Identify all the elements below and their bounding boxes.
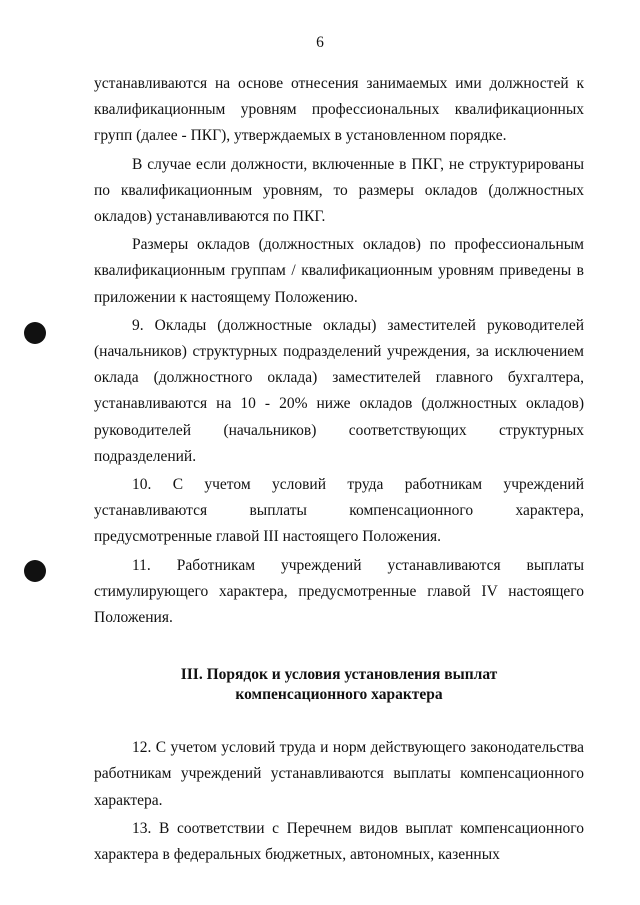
paragraph-item-10: 10. С учетом условий труда работникам учреждений устанавливаются выплаты компенсационного характера, предусмотренные главой III настоящего Положения. bbox=[94, 476, 584, 546]
document-body bbox=[94, 71, 584, 868]
punch-hole-bottom bbox=[24, 560, 46, 582]
paragraph-item-11: 11. Работникам учреждений устанавливаются выплаты стимулирующего характера, предусмотренные главой IV настоящего Положения. bbox=[94, 556, 584, 627]
paragraph-item-12: 12. С учетом условий труда и норм действующего законодательства работникам учреждений устанавливаются выплаты компенсационного характера. bbox=[94, 739, 584, 809]
section-heading bbox=[94, 665, 584, 705]
paragraph-item-13: 13. В соответствии с Перечнем видов выплат компенсационного характера в федеральных бюджетных, автономных, казенных bbox=[94, 819, 584, 864]
paragraph-pkg-structure: В случае если должности, включенные в ПКГ, не структурированы по квалификационным уровням, то размеры окладов (должностных окладов) устанавливаются по ПКГ. bbox=[94, 155, 584, 226]
paragraph-item-9: 9. Оклады (должностные оклады) заместителей руководителей (начальников) структурных подразделений учреждения, за исключением оклада (должностного оклада) заместителей главного бухгалтера, устанавливаются на 10 - 20% ниже окладов (должностных окладов) руководителей (начальников) соответствующих структурных подразделений. bbox=[94, 316, 584, 465]
section-heading-line-1: III. Порядок и условия установления выплат bbox=[180, 666, 498, 684]
section-heading-line-2: компенсационного характера bbox=[235, 686, 443, 704]
paragraph-continuation: устанавливаются на основе отнесения занимаемых ими должностей к квалификационным уровням профессиональных квалификационных групп (далее - ПКГ), утверждаемых в установленном порядке. bbox=[94, 75, 584, 145]
punch-hole-top bbox=[24, 322, 46, 344]
page-number: 6 bbox=[316, 34, 324, 51]
paragraph-salary-appendix: Размеры окладов (должностных окладов) по профессиональным квалификационным группам / квалификационным уровням приведены в приложении к настоящему Положению. bbox=[94, 236, 584, 306]
